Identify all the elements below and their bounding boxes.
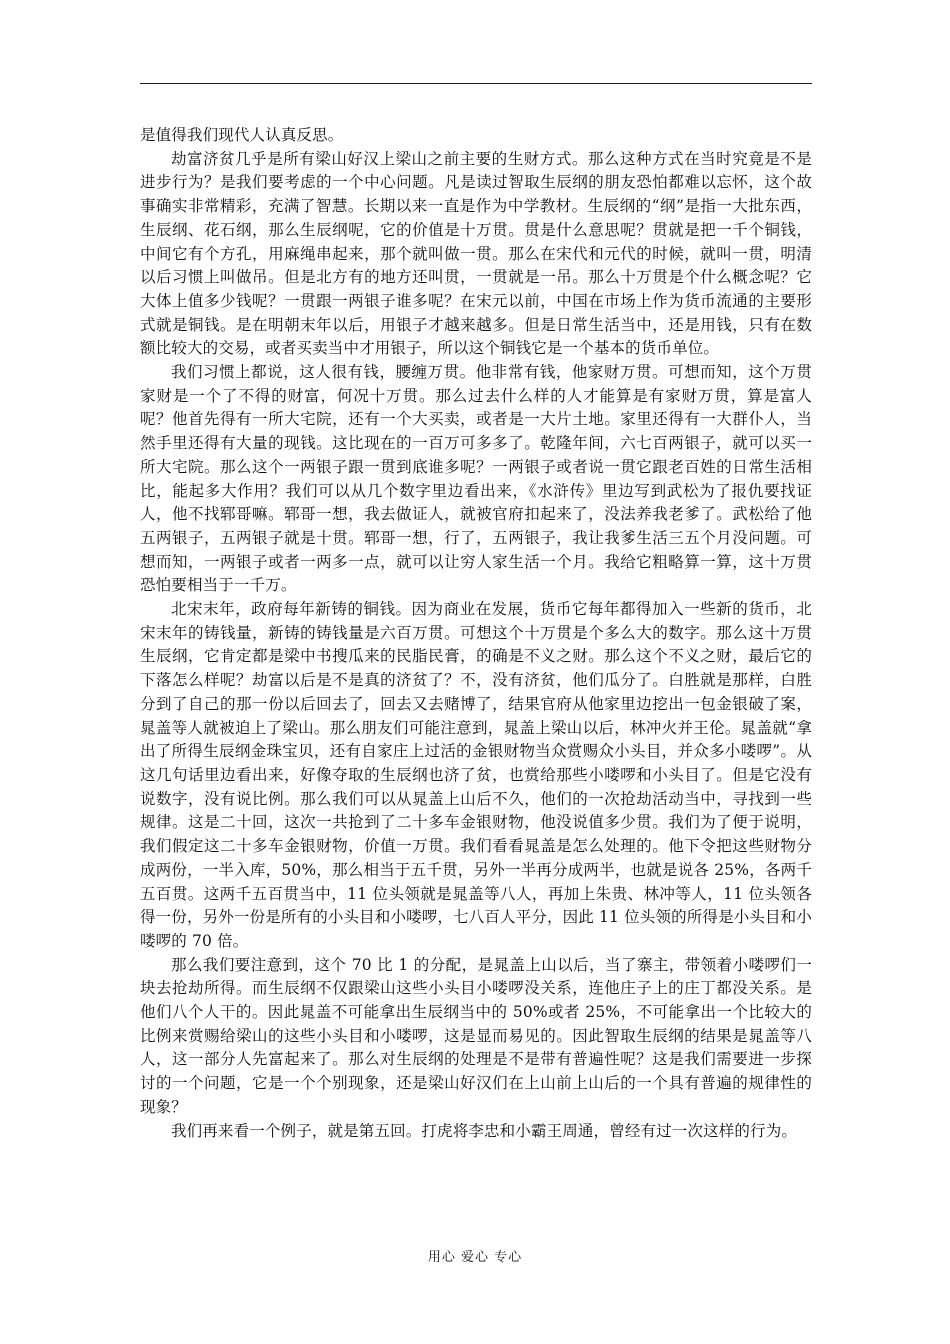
page-footer: 用心 爱心 专心	[427, 1250, 523, 1265]
paragraph-5: 那么我们要注意到，这个 70 比 1 的分配，是晁盖上山以后，当了寨主，带领着小喽啰们一块去抢劫所得。而生辰纲不仅跟梁山这些小头目小喽啰没关系，连他庄子上的庄丁都没关系。是他们八个人干的。因此晁盖不可能拿出生辰纲当中的 50%或者 25%，不可能拿出一个比较大的比例来赏赐给梁山的这些小头目和小喽啰，这是显而易见的。因此智取生辰纲的结果是晁盖等八人，这一部分人先富起来了。那么对生辰纲的处理是不是带有普遍性呢？这是我们需要进一步探讨的一个问题，它是一个个别现象，还是梁山好汉们在上山前上山后的一个具有普遍的规律性的现象？	[140, 955, 812, 1116]
paragraph-2: 劫富济贫几乎是所有梁山好汉上梁山之前主要的生财方式。那么这种方式在当时究竟是不是进步行为？是我们要考虑的一个中心问题。凡是读过智取生辰纲的朋友恐怕都难以忘怀，这个故事确实非常精彩，充满了智慧。长期以来一直是作为中学教材。生辰纲的“纲”是指一大批东西，生辰纲、花石纲，那么生辰纲呢，它的价值是十万贯。贯是什么意思呢？贯就是把一千个铜钱，中间它有个方孔，用麻绳串起来，那个就叫做一贯。那么在宋代和元代的时候，就叫一贯，明清以后习惯上叫做吊。但是北方有的地方还叫贯，一贯就是一吊。那么十万贯是个什么概念呢？它大体上值多少钱呢？一贯跟一两银子谁多呢？在宋元以前，中国在市场上作为货币流通的主要形式就是铜钱。是在明朝末年以后，用银子才越来越多。但是日常生活当中，还是用钱，只有在数额比较大的交易，或者买卖当中才用银子，所以这个铜钱它是一个基本的货币单位。	[140, 149, 812, 358]
paragraph-6: 我们再来看一个例子，就是第五回。打虎将李忠和小霸王周通，曾经有过一次这样的行为。	[171, 1121, 798, 1140]
header-rule	[140, 83, 812, 84]
paragraph-4: 北宋末年，政府每年新铸的铜钱。因为商业在发展，货币它每年都得加入一些新的货币，北宋末年的铸钱量，新铸的铸钱量是六百万贯。可想这个十万贯是个多么大的数字。那么这十万贯生辰纲，它肯定都是梁中书搜瓜来的民脂民膏，的确是不义之财。那么这个不义之财，最后它的下落怎么样呢？劫富以后是不是真的济贫了？不，没有济贫，他们瓜分了。白胜就是那样，白胜分到了自己的那一份以后回去了，回去又去赌博了，结果官府从他家里边挖出一包金银破了案，晁盖等人就被迫上了梁山。那么朋友们可能注意到，晁盖上梁山以后，林冲火并王伦。晁盖就“拿出了所得生辰纲金珠宝贝，还有自家庄上过活的金银财物当众赏赐众小头目，并众多小喽啰”。从这几句话里边看出来，好像夺取的生辰纲也济了贫，也赏给那些小喽啰和小头目了。但是它没有说数字，没有说比例。那么我们可以从晁盖上山后不久，他们的一次抢劫活动当中，寻找到一些规律。这是二十回，这次一共抢到了二十多车金银财物，他没说值多少贯。我们为了便于说明，我们假定这二十多车金银财物，价值一万贯。我们看看晁盖是怎么处理的。他下令把这些财物分成两份，一半入库，50%，那么相当于五千贯，另外一半再分成两半，也就是说各 25%，各两千五百贯。这两千五百贯当中，11 位头领就是晁盖等八人，再加上朱贵、林冲等人，11 位头领各得一份，另外一份是所有的小头目和小喽啰，七八百人平分，因此 11 位头领的所得是小头目和小喽啰的 70 倍。	[140, 600, 812, 950]
paragraph-3: 我们习惯上都说，这人很有钱，腰缠万贯。他非常有钱，他家财万贯。可想而知，这个万贯家财是一个了不得的财富，何况十万贯。那么过去什么样的人才能算是有家财万贯，算是富人呢？他首先得有一所大宅院，还有一个大买卖，或者是一大片土地。家里还得有一大群仆人，当然手里还得有大量的现钱。这比现在的一百万可多多了。乾隆年间，六七百两银子，就可以买一所大宅院。那么这个一两银子跟一贯到底谁多呢？一两银子或者说一贯它跟老百姓的日常生活相比，能起多大作用？我们可以从几个数字里边看出来，《水浒传》里边写到武松为了报仇要找证人，他不找郓哥嘛。郓哥一想，我去做证人，就被官府扣起来了，没法养我老爹了。武松给了他五两银子，五两银子就是十贯。郓哥一想，行了，五两银子，我让我爹生活三五个月没问题。可想而知，一两银子或者一两多一点，就可以让穷人家生活一个月。我给它粗略算一算，这十万贯恐怕要相当于一千万。	[140, 363, 812, 595]
paragraph-1: 是值得我们现代人认真反思。	[140, 126, 344, 144]
document-body	[140, 124, 812, 1143]
